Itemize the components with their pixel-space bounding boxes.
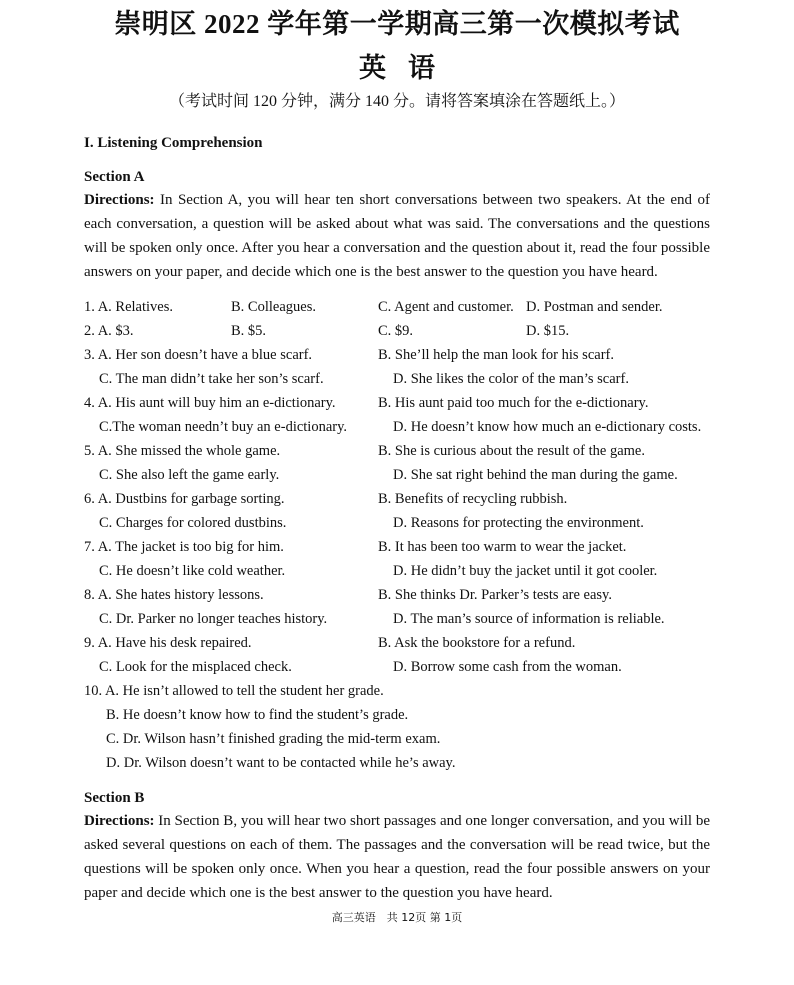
- option-a: 4. A. His aunt will buy him an e-dictionary.: [84, 395, 336, 411]
- option-b: B. Benefits of recycling rubbish.: [378, 491, 568, 507]
- option-a: 7. A. The jacket is too big for him.: [84, 539, 284, 555]
- option-c: C. Look for the misplaced check.: [99, 659, 292, 675]
- question-3: [84, 343, 710, 367]
- directions-label: Directions:: [84, 813, 155, 829]
- option-d: D. Postman and sender.: [526, 299, 663, 315]
- question-7: [84, 535, 710, 559]
- option-b: B. He doesn’t know how to find the student’s grade.: [106, 707, 409, 723]
- option-d: D. He doesn’t know how much an e-dictionary costs.: [393, 419, 702, 435]
- directions-text: In Section B, you will hear two short passages and one longer conversation, and you will be asked several questions on each of them. The passages and the conversation will be read twice, but the questions will be spoken only once. When you hear a question, read the four possible answers on your paper and decide which one is the best answer to the question you have heard.: [84, 813, 710, 901]
- option-a: 1. A. Relatives.: [84, 299, 174, 315]
- option-c: C. The man didn’t take her son’s scarf.: [99, 371, 324, 387]
- section-b-heading: Section B: [84, 790, 145, 806]
- question-5-cont: [84, 463, 710, 487]
- option-b: B. She’ll help the man look for his scarf.: [378, 347, 614, 363]
- question-4: [84, 391, 710, 415]
- page-footer: 高三英语 共 12页 第 1页: [331, 911, 463, 924]
- option-d: D. He didn’t buy the jacket until it got cooler.: [393, 563, 658, 579]
- option-a: 8. A. She hates history lessons.: [84, 587, 264, 603]
- question-9: [84, 631, 710, 655]
- option-c: C. $9.: [378, 323, 414, 339]
- option-d: D. She likes the color of the man’s scarf.: [393, 371, 629, 387]
- option-a: 9. A. Have his desk repaired.: [84, 635, 252, 651]
- option-b: B. His aunt paid too much for the e-dictionary.: [378, 395, 649, 411]
- question-8: [84, 583, 710, 607]
- option-d: D. Borrow some cash from the woman.: [393, 659, 622, 675]
- section-a-directions: [84, 188, 710, 284]
- exam-title: 崇明区 2022 学年第一学期高三第一次模拟考试: [114, 9, 680, 39]
- option-d: D. $15.: [526, 323, 570, 339]
- question-6: [84, 487, 710, 511]
- question-4-cont: [84, 415, 710, 439]
- question-5: [84, 439, 710, 463]
- option-d: D. Reasons for protecting the environment.: [393, 515, 644, 531]
- option-c: C.The woman needn’t buy an e-dictionary.: [99, 419, 348, 435]
- option-b: B. She is curious about the result of the game.: [378, 443, 645, 459]
- option-c: C. He doesn’t like cold weather.: [99, 563, 286, 579]
- directions-text: In Section A, you will hear ten short conversations between two speakers. At the end of each conversation, a question will be asked about what was said. The conversations and the questions will be spoken only once. After you hear a conversation and the question about it, read the four possible answers on your paper, and decide which one is the best answer to the question you have heard.: [84, 192, 710, 280]
- option-b: B. $5.: [231, 323, 267, 339]
- option-d: D. Dr. Wilson doesn’t want to be contacted while he’s away.: [106, 755, 456, 771]
- option-b: B. She thinks Dr. Parker’s tests are easy.: [378, 587, 612, 603]
- section-a-heading: Section A: [84, 169, 145, 185]
- part-heading-listening: I. Listening Comprehension: [84, 135, 263, 151]
- question-7-cont: [84, 559, 710, 583]
- option-c: C. Charges for colored dustbins.: [99, 515, 287, 531]
- exam-subject: 英语: [359, 53, 457, 83]
- option-c: C. Agent and customer.: [378, 299, 514, 315]
- question-9-cont: [84, 655, 710, 679]
- directions-label: Directions:: [84, 192, 155, 208]
- option-a: 2. A. $3.: [84, 323, 134, 339]
- section-b-directions: [84, 809, 710, 905]
- question-list: [84, 295, 710, 775]
- option-b: B. Colleagues.: [231, 299, 316, 315]
- exam-note: （考试时间 120 分钟，满分 140 分。请将答案填涂在答题纸上。）: [168, 93, 625, 110]
- option-a: 6. A. Dustbins for garbage sorting.: [84, 491, 285, 507]
- question-3-cont: [84, 367, 710, 391]
- option-c: C. She also left the game early.: [99, 467, 280, 483]
- option-a: 3. A. Her son doesn’t have a blue scarf.: [84, 347, 313, 363]
- option-c: C. Dr. Parker no longer teaches history.: [99, 611, 328, 627]
- option-c: C. Dr. Wilson hasn’t finished grading the mid-term exam.: [106, 731, 441, 747]
- option-d: D. The man’s source of information is reliable.: [393, 611, 665, 627]
- question-10: [84, 679, 710, 703]
- question-2: [84, 319, 710, 343]
- option-b: B. It has been too warm to wear the jacket.: [378, 539, 627, 555]
- question-6-cont: [84, 511, 710, 535]
- question-10-b: [84, 703, 710, 727]
- question-1: [84, 295, 710, 319]
- option-a: 5. A. She missed the whole game.: [84, 443, 281, 459]
- question-10-c: [84, 727, 710, 751]
- option-a: 10. A. He isn’t allowed to tell the student her grade.: [84, 683, 384, 699]
- option-b: B. Ask the bookstore for a refund.: [378, 635, 576, 651]
- question-10-d: [84, 751, 710, 775]
- option-d: D. She sat right behind the man during the game.: [393, 467, 678, 483]
- question-8-cont: [84, 607, 710, 631]
